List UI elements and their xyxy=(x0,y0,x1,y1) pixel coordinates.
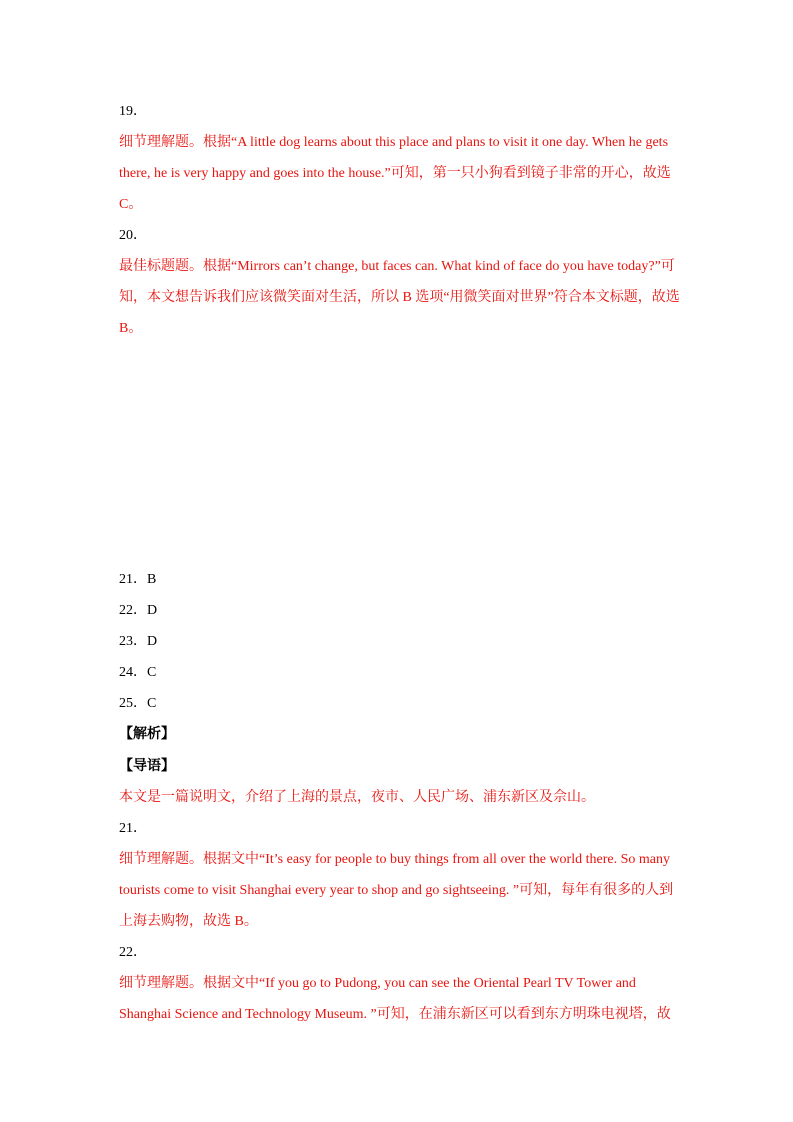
question-20-explanation-line-1: 最佳标题题。根据“Mirrors can’t change, but faces can. What kind of face do you have today?”可 xyxy=(119,259,675,274)
answer-24: 24．C xyxy=(119,665,157,680)
question-19-number: 19． xyxy=(119,104,147,119)
analysis-header: 【解析】 xyxy=(119,727,175,742)
answer-22: 22．D xyxy=(119,603,158,618)
answer-21: 21．B xyxy=(119,572,157,587)
intro-header: 【导语】 xyxy=(119,759,175,774)
question-21-explanation-line-3: 上海去购物，故选 B。 xyxy=(119,914,258,929)
answer-25: 25．C xyxy=(119,696,157,711)
question-19-explanation-line-2: there, he is very happy and goes into the house.”可知，第一只小狗看到镜子非常的开心，故选 xyxy=(119,166,671,181)
answer-23: 23．D xyxy=(119,634,158,649)
question-20-number: 20． xyxy=(119,228,147,243)
question-19-explanation-line-1: 细节理解题。根据“A little dog learns about this place and plans to visit it one day. When he gets xyxy=(119,135,669,150)
question-19-explanation-line-3: C。 xyxy=(119,197,143,212)
question-22-explanation-line-2: Shanghai Science and Technology Museum. ”可知，在浦东新区可以看到东方明珠电视塔，故 xyxy=(119,1007,671,1022)
question-20-explanation-line-2: 知，本文想告诉我们应该微笑面对生活，所以 B 选项“用微笑面对世界”符合本文标题，故选 xyxy=(119,290,680,305)
intro-text: 本文是一篇说明文，介绍了上海的景点，夜市、人民广场、浦东新区及佘山。 xyxy=(119,790,595,805)
question-22-number: 22． xyxy=(119,945,147,960)
question-21-explanation-line-1: 细节理解题。根据文中“It’s easy for people to buy things from all over the world there. So many xyxy=(119,852,670,867)
question-21-explanation-line-2: tourists come to visit Shanghai every year to shop and go sightseeing. ”可知，每年有很多的人到 xyxy=(119,883,674,898)
question-22-explanation-line-1: 细节理解题。根据文中“If you go to Pudong, you can see the Oriental Pearl TV Tower and xyxy=(119,976,636,991)
question-21-number: 21． xyxy=(119,821,147,836)
question-20-explanation-line-3: B。 xyxy=(119,321,143,336)
